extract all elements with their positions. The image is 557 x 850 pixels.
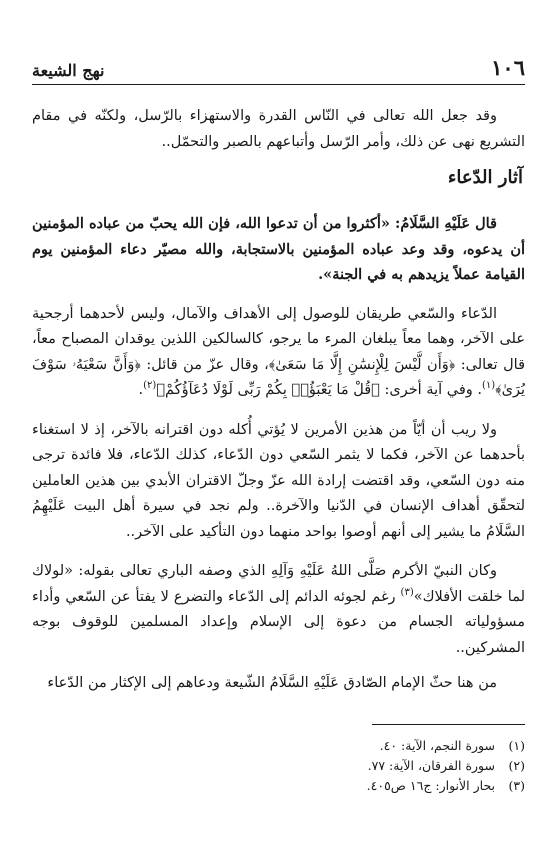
footnote-3 xyxy=(32,776,525,796)
paragraph-2: ولا ريب أن أيّاً من هذين الأمرين لا يُؤتي أُكله دون اقترانه بالآخر، إذ لا استغناء بأحدهما عن الآخر، فكما لا يثمر السّعي دون الدّعاء، كذلك الدّعاء، فلا فائدة ترجى منه دون السّعي، وقد اقتضت إرادة الله عزّ وجلّ الاقتران الأبدي بين هذين العاملين لتحقّق أهداف الإنسان في الدّنيا والآخرة.. ولم نجد في سيرة أهل البيت عَلَيْهِمُ السَّلَامُ ما يشير إلى أنهم أوصوا بواحد منهما دون التأكيد على الآخر.. xyxy=(32,421,525,540)
footnote-ref-1: (١) xyxy=(482,380,496,392)
quran-verse-1: ﴿وَأَن لَّيْسَ لِلْإِنسَٰنِ إِلَّا مَا سَعَىٰ﴾ xyxy=(268,356,456,373)
header-divider xyxy=(32,84,525,85)
paragraph-1-text: الدّعاء والسّعي طريقان للوصول إلى الأهداف والآمال، وليس لأحدهما أرجحية على الآخر، وهما معاً يبلغان المرء ما يرجو، كالسالكين اللذين يوقدان المصباح معاً، قال تعالى: xyxy=(32,305,526,373)
running-title: نهج الشيعة xyxy=(32,61,105,80)
paragraph-1 xyxy=(32,302,525,404)
footnote-2 xyxy=(32,756,525,776)
intro-paragraph: وقد جعل الله تعالى في النّاس القدرة والاستهزاء بالرّسل، ولكنّه في مقام التشريع نهى عن ذلك، وأمر الرّسل وأتباعهم بالصبر والتحمّل.. xyxy=(32,108,525,150)
paragraph-1-after: . وفي آية أخرى: xyxy=(384,382,482,398)
footnote-ref-3: (٣) xyxy=(400,586,414,598)
quran-verse-3: ﴿قُلْ مَا يَعْبَؤُا۟ بِكُمْ رَبِّى لَوْلَا دُعَآؤُكُمْ﴾ xyxy=(156,382,380,398)
quran-verse-2: ﴿وَأَنَّ سَعْيَهُۥ سَوْفَ يُرَىٰ﴾ xyxy=(32,356,525,398)
paragraph-3-start: وكان النبيّ الأكرم صَلَّى اللهُ عَلَيْهِ وَآلِهِ الذي وصفه الباري تعالى بقوله: «لولاك لما خلقت الأفلاك» xyxy=(32,563,525,605)
footnote-1 xyxy=(32,736,525,756)
paragraph-4: من هنا حثّ الإمام الصّادق عَلَيْهِ السَّلَامُ الشّيعة ودعاهم إلى الإكثار من الدّعاء xyxy=(47,675,497,691)
section-heading: آثار الدّعاء xyxy=(447,167,523,188)
footnote-number: (٣) xyxy=(508,778,525,793)
paragraph-1-mid: ، وقال عزّ من قائل: xyxy=(146,356,269,373)
hadith-paragraph: قال عَلَيْهِ السَّلَامُ: «أكثروا من أن تدعوا الله، فإن الله يحبّ من عباده المؤمنين أن يدعوه، وقد وعد عباده المؤمنين بالاستجابة، والله مصيّر دعاء المؤمنين يوم القيامة عملاً يزيدهم به في الجنة». xyxy=(32,215,525,283)
page-body xyxy=(32,104,525,711)
paragraph-1-end: . xyxy=(138,382,144,398)
paragraph-3 xyxy=(32,559,525,661)
footnote-text: سورة النجم، الآية: ٤٠. xyxy=(379,738,495,753)
footnote-text: سورة الفرقان، الآية: ٧٧. xyxy=(367,758,495,773)
footnotes xyxy=(32,736,525,796)
footnote-number: (١) xyxy=(508,738,525,753)
paragraph-3-end: رغم لجوئه الدائم إلى الدّعاء والتضرع لا يفتأ عن السّعي وأداء مسؤولياته الجسام من دعوة إلى الإسلام وإعداد المسلمين للوقوف بوجه المشركين.. xyxy=(32,588,525,656)
footnote-ref-2: (٢) xyxy=(143,380,157,392)
page-number: ١٠٦ xyxy=(491,55,525,80)
footnote-number: (٢) xyxy=(508,758,525,773)
footnote-text: بحار الأنوار: ج١٦ ص٤٠٥. xyxy=(366,778,495,793)
page-header xyxy=(32,52,525,80)
footnote-divider xyxy=(372,724,525,725)
